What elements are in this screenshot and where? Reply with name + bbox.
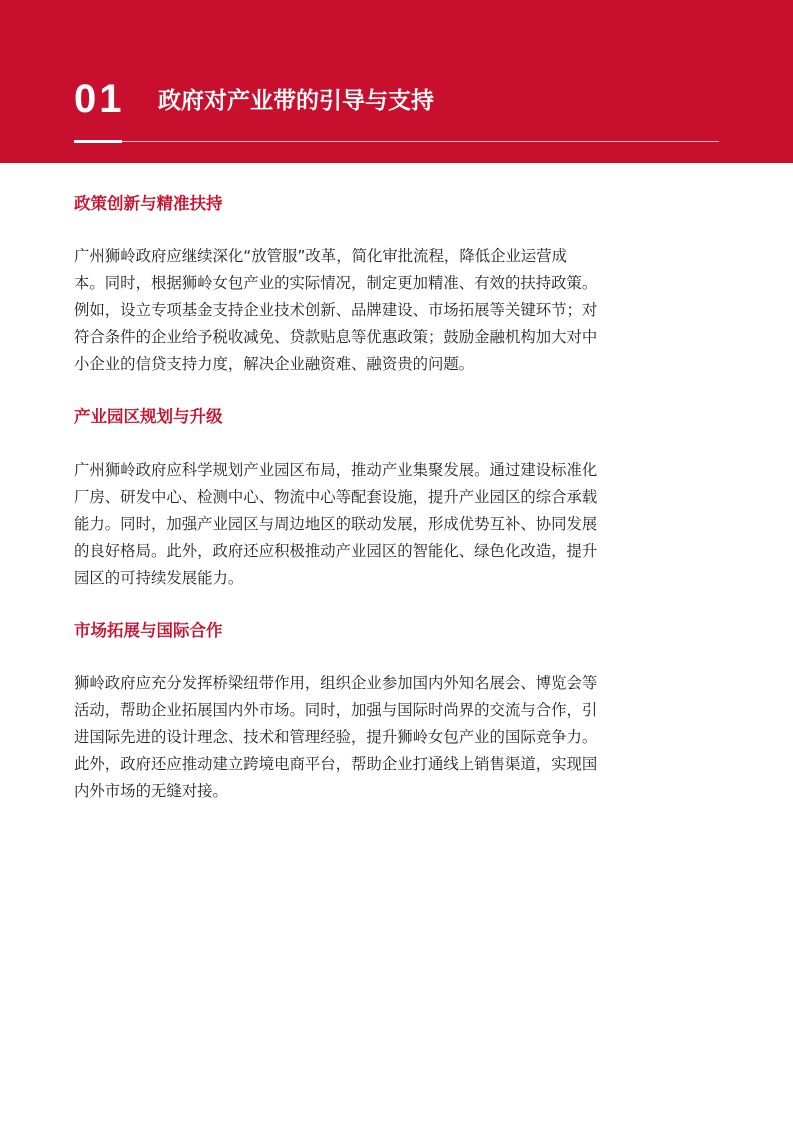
section-paragraph-industrial-park	[74, 457, 724, 592]
paragraph-line: 内外市场的无缝对接。	[74, 782, 228, 800]
paragraph-line: 厂房、研发中心、检测中心、物流中心等配套设施，提升产业园区的综合承载	[74, 488, 598, 506]
chapter-number: 01	[74, 77, 125, 121]
paragraph-line: 活动，帮助企业拓展国内外市场。同时，加强与国际时尚界的交流与合作，引	[74, 701, 598, 719]
section-heading-policy: 政策创新与精准扶持	[74, 194, 223, 213]
paragraph-line: 广州狮岭政府应科学规划产业园区布局，推动产业集聚发展。通过建设标准化	[74, 461, 598, 479]
paragraph-line: 园区的可持续发展能力。	[74, 569, 244, 587]
paragraph-line: 小企业的信贷支持力度，解决企业融资难、融资贵的问题。	[74, 355, 475, 373]
paragraph-line: 广州狮岭政府应继续深化“放管服”改革，简化审批流程，降低企业运营成	[74, 247, 568, 265]
paragraph-line: 能力。同时，加强产业园区与周边地区的联动发展，形成优势互补、协同发展	[74, 515, 598, 533]
paragraph-line: 符合条件的企业给予税收减免、贷款贴息等优惠政策；鼓励金融机构加大对中	[74, 328, 598, 346]
paragraph-line: 例如，设立专项基金支持企业技术创新、品牌建设、市场拓展等关键环节；对	[74, 301, 598, 319]
paragraph-line: 本。同时，根据狮岭女包产业的实际情况，制定更加精准、有效的扶持政策。	[74, 274, 598, 292]
header-divider	[74, 141, 719, 142]
section-heading-market-expansion: 市场拓展与国际合作	[74, 621, 223, 640]
paragraph-line: 此外，政府还应推动建立跨境电商平台，帮助企业打通线上销售渠道，实现国	[74, 755, 598, 773]
header-divider-accent	[74, 140, 122, 143]
paragraph-line: 进国际先进的设计理念、技术和管理经验，提升狮岭女包产业的国际竞争力。	[74, 728, 598, 746]
section-heading-industrial-park: 产业园区规划与升级	[74, 407, 223, 426]
header-band	[0, 0, 793, 163]
chapter-title: 政府对产业带的引导与支持	[158, 88, 434, 114]
paragraph-line: 的良好格局。此外，政府还应积极推动产业园区的智能化、绿色化改造，提升	[74, 542, 598, 560]
paragraph-line: 狮岭政府应充分发挥桥梁纽带作用，组织企业参加国内外知名展会、博览会等	[74, 674, 598, 692]
section-paragraph-market-expansion	[74, 670, 724, 805]
section-paragraph-policy	[74, 243, 724, 378]
